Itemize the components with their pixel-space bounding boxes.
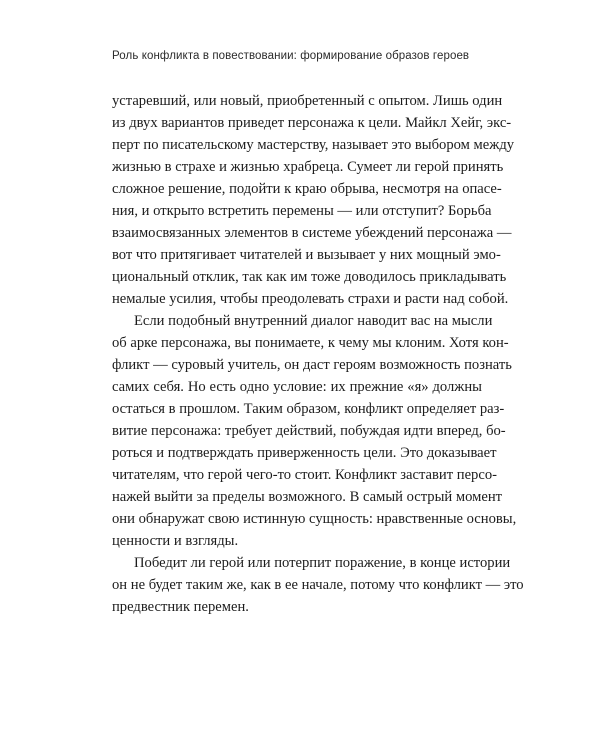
- body-text: [112, 90, 524, 618]
- text-line: Победит ли герой или потерпит поражение, в конце истории: [134, 555, 511, 571]
- text-line: читателям, что герой чего-то стоит. Конфликт заставит персо-: [112, 467, 497, 483]
- text-line: сложное решение, подойти к краю обрыва, несмотря на опасе-: [112, 181, 502, 197]
- text-line: ния, и открыто встретить перемены — или отступит? Борьба: [112, 203, 492, 219]
- text-line: об арке персонажа, вы понимаете, к чему мы клоним. Хотя кон-: [112, 335, 509, 351]
- text-line: циональный отклик, так как им тоже доводилось прикладывать: [112, 269, 507, 285]
- text-line: из двух вариантов приведет персонажа к цели. Майкл Хейг, экс-: [112, 115, 512, 131]
- text-line: устаревший, или новый, приобретенный с опытом. Лишь один: [112, 93, 503, 109]
- text-line: Если подобный внутренний диалог наводит вас на мысли: [134, 313, 493, 329]
- paragraph-2: [112, 310, 517, 552]
- text-line: остаться в прошлом. Таким образом, конфликт определяет раз-: [112, 401, 505, 417]
- text-line: взаимосвязанных элементов в системе убеждений персонажа —: [112, 225, 512, 241]
- text-line: самих себя. Но есть одно условие: их прежние «я» должны: [112, 379, 482, 395]
- text-line: он не будет таким же, как в ее начале, потому что конфликт — это: [112, 577, 524, 593]
- paragraph-1: [112, 90, 515, 310]
- text-line: витие персонажа: требует действий, побуждая идти вперед, бо-: [112, 423, 506, 439]
- paragraph-3: [112, 552, 524, 618]
- text-line: перт по писательскому мастерству, называет это выбором между: [112, 137, 515, 153]
- text-line: немалые усилия, чтобы преодолевать страхи и расти над собой.: [112, 291, 509, 307]
- text-line: жизнью в страхе и жизнью храбреца. Сумеет ли герой принять: [112, 159, 504, 175]
- text-line: нажей выйти за пределы возможного. В самый острый момент: [112, 489, 503, 505]
- text-line: ценности и взгляды.: [112, 533, 239, 549]
- text-line: предвестник перемен.: [112, 599, 249, 615]
- text-line: роться и подтверждать приверженность цели. Это доказывает: [112, 445, 497, 461]
- text-line: фликт — суровый учитель, он даст героям возможность познать: [112, 357, 512, 373]
- text-line: вот что притягивает читателей и вызывает у них мощный эмо-: [112, 247, 501, 263]
- text-line: они обнаружат свою истинную сущность: нравственные основы,: [112, 511, 517, 527]
- running-head: Роль конфликта в повествовании: формирование образов героев: [112, 50, 470, 62]
